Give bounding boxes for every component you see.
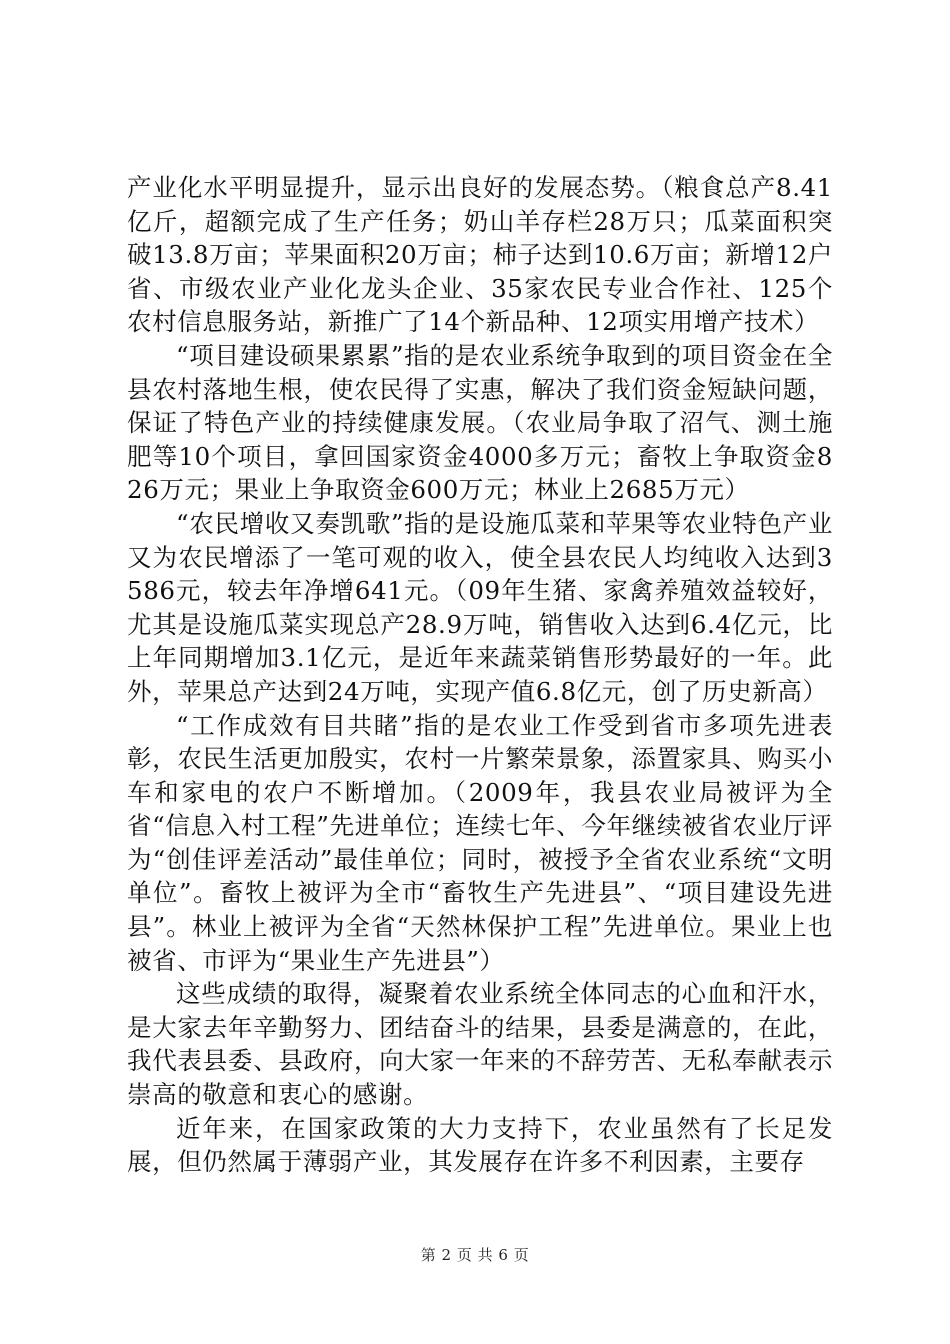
paragraph-project-construction: “项目建设硕果累累”指的是农业系统争取到的项目资金在全县农村落地生根，使农民得了实惠，解决了我们资金短缺问题，保证了特色产业的持续健康发展。（农业局争取了沼气、测土施肥等10个项目，拿回国家资金4000多万元；畜牧上争取资金826万元；果业上争取资金600万元；林业上2685万元） — [127, 340, 833, 505]
document-body — [127, 171, 833, 1179]
paragraph-work-achievements: “工作成效有目共睹”指的是农业工作受到省市多项先进表彰，农民生活更加殷实，农村一片繁荣景象，添置家具、购买小车和家电的农户不断增加。（2009年，我县农业局被评为全省“信息入村工程”先进单位；连续七年、今年继续被省农业厅评为“创佳评差活动”最佳单位；同时，被授予全省农业系统“文明单位”。畜牧上被评为全市“畜牧生产先进县”、“项目建设先进县”。林业上被评为全省“天然林保护工程”先进单位。果业上也被省、市评为“果业生产先进县”） — [127, 710, 833, 975]
paragraph-farmer-income: “农民增收又奏凯歌”指的是设施瓜菜和苹果等农业特色产业又为农民增添了一笔可观的收入，使全县农民人均纯收入达到3586元，较去年净增641元。（09年生猪、家禽养殖效益较好，尤其是设施瓜菜实现总产28.9万吨，销售收入达到6.4亿元，比上年同期增加3.1亿元，是近年来蔬菜销售形势最好的一年。此外，苹果总产达到24万吨，实现产值6.8亿元，创了历史新高） — [127, 508, 833, 706]
paragraph-weak-industry: 近年来，在国家政策的大力支持下，农业虽然有了长足发展，但仍然属于薄弱产业，其发展存在许多不利因素，主要存 — [127, 1113, 833, 1177]
paragraph-acknowledgement: 这些成绩的取得，凝聚着农业系统全体同志的心血和汗水，是大家去年辛勤努力、团结奋斗的结果，县委是满意的，在此，我代表县委、县政府，向大家一年来的不辞劳苦、无私奉献表示崇高的敬意和衷心的感谢。 — [127, 979, 833, 1110]
paragraph-production-results: 产业化水平明显提升，显示出良好的发展态势。（粮食总产8.41亿斤，超额完成了生产任务；奶山羊存栏28万只；瓜菜面积突破13.8万亩；苹果面积20万亩；柿子达到10.6万亩；新增12户省、市级农业产业化龙头企业、35家农民专业合作社、125个农村信息服务站，新推广了14个新品种、12项实用增产技术） — [127, 173, 833, 337]
page-number-footer: 第 2 页 共 6 页 — [420, 1246, 530, 1264]
